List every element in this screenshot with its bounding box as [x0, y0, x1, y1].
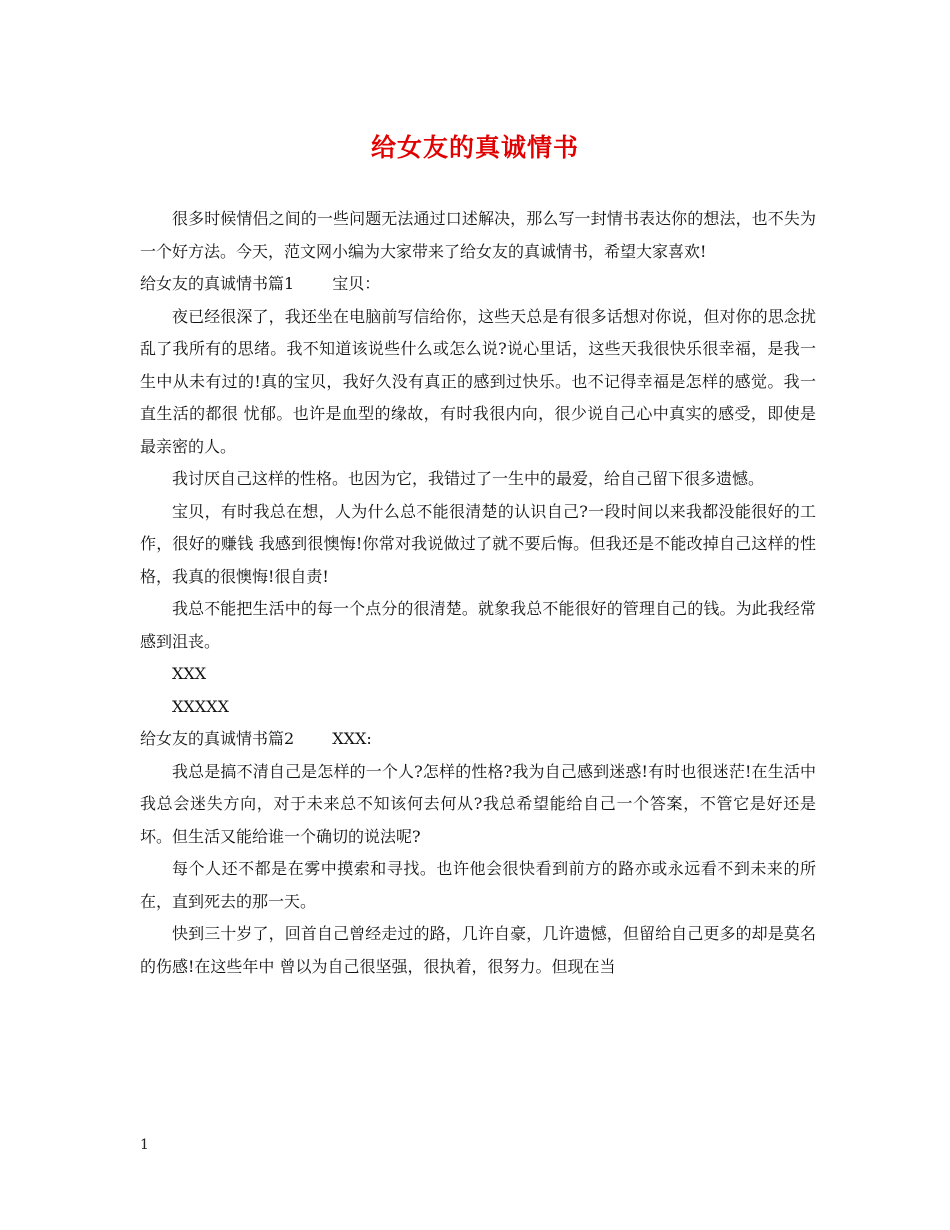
letter2-salutation: XXX:	[332, 729, 372, 748]
letter1-paragraph: 我总不能把生活中的每一个点分的很清楚。就象我总不能很好的管理自己的钱。为此我经常感到沮丧。	[140, 599, 816, 651]
document-title: 给女友的真诚情书	[370, 133, 579, 162]
letter2-paragraph: 快到三十岁了，回首自己曾经走过的路，几许自豪，几许遗憾，但留给自己更多的却是莫名的伤感!在这些年中 曾以为自己很坚强，很执着，很努力。但现在当	[140, 924, 816, 976]
letter1-signature-1: XXX	[172, 664, 207, 683]
letter1-paragraph: 我讨厌自己这样的性格。也因为它，我错过了一生中的最爱，给自己留下很多遗憾。	[172, 469, 765, 488]
document-body	[140, 203, 816, 983]
letter2-heading: 给女友的真诚情书篇2	[140, 729, 295, 748]
letter2-paragraph: 每个人还不都是在雾中摸索和寻找。也许他会很快看到前方的路亦或永远看不到未来的所在，直到死去的那一天。	[140, 859, 816, 911]
letter1-salutation: 宝贝：	[332, 274, 381, 293]
page-number: 1	[140, 1137, 149, 1153]
letter1-paragraph: 宝贝，有时我总在想，人为什么总不能很清楚的认识自己?一段时间以来我都没能很好的工作，很好的赚钱 我感到很懊悔!你常对我说做过了就不要后悔。但我还是不能改掉自己这样的性格，我真的很懊悔!很自责!	[140, 501, 816, 586]
intro-paragraph: 很多时候情侣之间的一些问题无法通过口述解决，那么写一封情书表达你的想法，也不失为一个好方法。今天，范文网小编为大家带来了给女友的真诚情书，希望大家喜欢!	[140, 209, 816, 261]
letter1-signature-2: XXXXX	[172, 696, 229, 716]
letter1-heading-line	[140, 268, 816, 301]
letter2-heading-line	[140, 723, 816, 756]
letter1-heading: 给女友的真诚情书篇1	[140, 274, 295, 293]
letter1-paragraph: 夜已经很深了，我还坐在电脑前写信给你，这些天总是有很多话想对你说，但对你的思念扰乱了我所有的思绪。我不知道该说些什么或怎么说?说心里话，这些天我很快乐很幸福，是我一生中从未有过的!真的宝贝，我好久没有真正的感到过快乐。也不记得幸福是怎样的感觉。我一直生活的都很 忧郁。也许是血型的缘故，有时我很内向，很少说自己心中真实的感受，即使是最亲密的人。	[140, 306, 816, 456]
letter2-paragraph: 我总是搞不清自己是怎样的一个人?怎样的性格?我为自己感到迷惑!有时也很迷茫!在生活中我总会迷失方向，对于未来总不知该何去何从?我总希望能给自己一个答案，不管它是好还是坏。但生活又能给谁一个确切的说法呢?	[140, 761, 816, 846]
